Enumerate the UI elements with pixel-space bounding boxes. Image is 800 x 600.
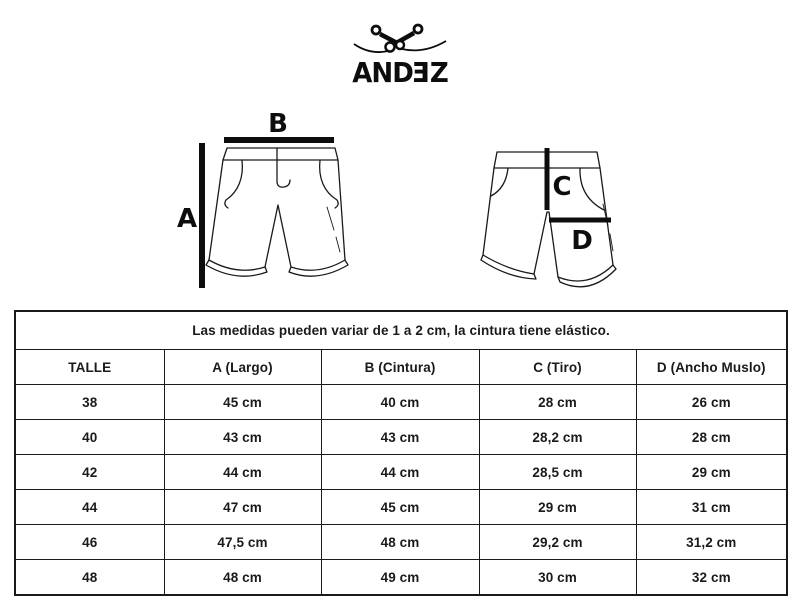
size-cell: 30 cm [479, 560, 636, 596]
size-row-44 [15, 490, 787, 525]
size-cell: 29,2 cm [479, 525, 636, 560]
size-cell: 47 cm [164, 490, 321, 525]
size-row-46 [15, 525, 787, 560]
size-cell: 49 cm [321, 560, 479, 596]
size-cell: 29 cm [479, 490, 636, 525]
table-caption: Las medidas pueden variar de 1 a 2 cm, la cintura tiene elástico. [15, 311, 787, 350]
label-a: A [176, 204, 198, 234]
crossed-safety-pins-icon [352, 14, 448, 58]
column-header-ancho-muslo: D (Ancho Muslo) [636, 350, 787, 385]
brand-logo [0, 0, 800, 89]
size-cell: 28,2 cm [479, 420, 636, 455]
size-cell: 48 cm [321, 525, 479, 560]
size-row-38 [15, 385, 787, 420]
size-cell: 40 cm [321, 385, 479, 420]
size-cell: 42 [15, 455, 164, 490]
wordmark-prefix: AND [352, 56, 413, 89]
size-cell: 29 cm [636, 455, 787, 490]
size-chart-table [14, 310, 788, 596]
size-cell: 40 [15, 420, 164, 455]
size-cell: 28 cm [479, 385, 636, 420]
size-cell: 26 cm [636, 385, 787, 420]
size-cell: 48 [15, 560, 164, 596]
label-c: C [552, 172, 572, 202]
size-cell: 44 cm [321, 455, 479, 490]
size-row-42 [15, 455, 787, 490]
column-header-talle: TALLE [15, 350, 164, 385]
shorts-front-drawing [206, 148, 348, 276]
column-header-tiro: C (Tiro) [479, 350, 636, 385]
column-header-largo: A (Largo) [164, 350, 321, 385]
table-header-row [15, 350, 787, 385]
column-header-cintura: B (Cintura) [321, 350, 479, 385]
size-cell: 28,5 cm [479, 455, 636, 490]
size-cell: 47,5 cm [164, 525, 321, 560]
size-cell: 43 cm [164, 420, 321, 455]
size-cell: 31,2 cm [636, 525, 787, 560]
shorts-measurement-diagram [0, 100, 800, 300]
size-cell: 31 cm [636, 490, 787, 525]
wordmark-reversed-e: E [412, 56, 430, 89]
size-row-40 [15, 420, 787, 455]
table-caption-row [15, 311, 787, 350]
label-b: B [268, 109, 288, 139]
wordmark-suffix: Z [429, 56, 448, 89]
size-cell: 38 [15, 385, 164, 420]
size-cell: 46 [15, 525, 164, 560]
size-cell: 28 cm [636, 420, 787, 455]
size-cell: 45 cm [321, 490, 479, 525]
size-cell: 45 cm [164, 385, 321, 420]
brand-wordmark [28, 56, 772, 89]
size-cell: 44 cm [164, 455, 321, 490]
size-cell: 48 cm [164, 560, 321, 596]
label-d: D [571, 226, 593, 256]
size-row-48 [15, 560, 787, 596]
size-cell: 32 cm [636, 560, 787, 596]
size-cell: 44 [15, 490, 164, 525]
size-cell: 43 cm [321, 420, 479, 455]
